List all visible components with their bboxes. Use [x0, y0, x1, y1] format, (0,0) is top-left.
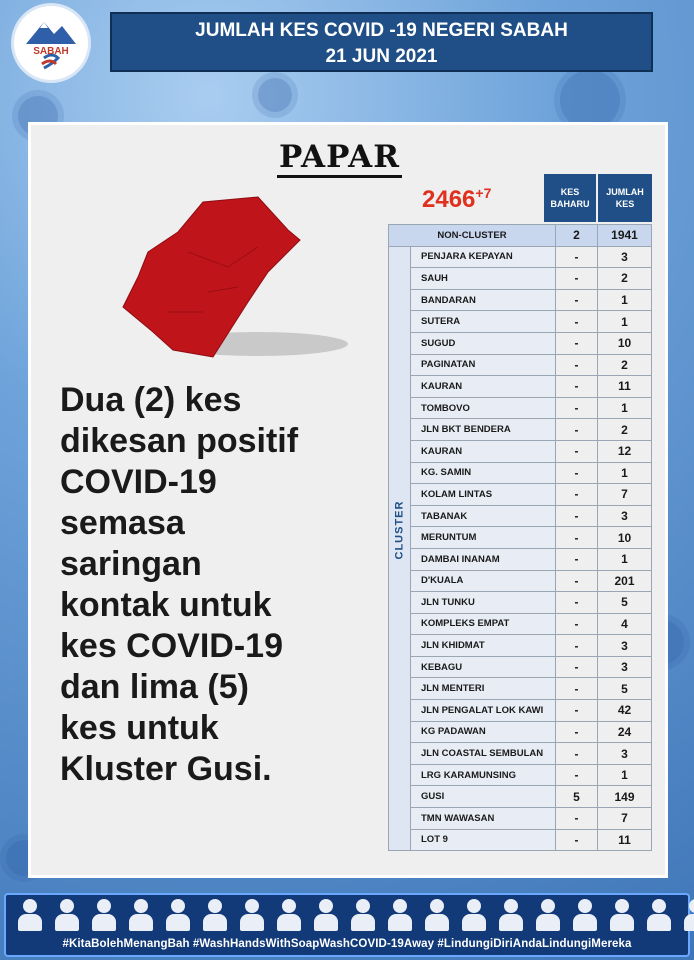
cluster-name: KAURAN — [411, 376, 556, 398]
cluster-new-cases: - — [556, 419, 598, 441]
table-row — [389, 311, 652, 333]
district-total — [422, 185, 491, 214]
cluster-new-cases: - — [556, 354, 598, 376]
cluster-new-cases: - — [556, 721, 598, 743]
table-row — [389, 289, 652, 311]
cluster-total-cases: 3 — [598, 246, 652, 268]
table-row — [389, 484, 652, 506]
cluster-name: SUTERA — [411, 311, 556, 333]
title-line-1: JUMLAH KES COVID -19 NEGERI SABAH — [195, 20, 568, 41]
logo-text: SABAH — [33, 46, 69, 57]
non-cluster-name: NON-CLUSTER — [389, 225, 556, 247]
table-row — [389, 721, 652, 743]
table-row — [389, 678, 652, 700]
cluster-new-cases: - — [556, 246, 598, 268]
cluster-name: JLN PENGALAT LOK KAWI — [411, 700, 556, 722]
cluster-new-cases: - — [556, 484, 598, 506]
cluster-name: JLN BKT BENDERA — [411, 419, 556, 441]
table-row — [389, 332, 652, 354]
table-row — [389, 656, 652, 678]
cluster-total-cases: 3 — [598, 635, 652, 657]
frontliner-figure-icon — [16, 899, 44, 931]
table-row — [389, 570, 652, 592]
cluster-total-cases: 11 — [598, 376, 652, 398]
table-row — [389, 397, 652, 419]
cluster-total-cases: 149 — [598, 786, 652, 808]
cluster-new-cases: - — [556, 311, 598, 333]
footer-hashtags: #KitaBolehMenangBah #WashHandsWithSoapWashCOVID-19Away #LindungiDiriAndaLindungiMereka — [62, 938, 632, 950]
column-header-total-label: JUMLAH KES — [606, 187, 644, 209]
cluster-name: PENJARA KEPAYAN — [411, 246, 556, 268]
frontliner-figure-icon — [571, 899, 599, 931]
cluster-name: LRG KARAMUNSING — [411, 764, 556, 786]
title-line-2: 21 JUN 2021 — [325, 46, 438, 67]
frontliner-figure-icon — [349, 899, 377, 931]
cluster-name: JLN KHIDMAT — [411, 635, 556, 657]
cluster-new-cases: - — [556, 505, 598, 527]
table-row — [389, 505, 652, 527]
cluster-total-cases: 10 — [598, 332, 652, 354]
mountain-logo-icon — [14, 6, 88, 80]
frontliner-figure-icon — [275, 899, 303, 931]
cluster-new-cases: - — [556, 397, 598, 419]
table-row — [389, 419, 652, 441]
table-row — [389, 635, 652, 657]
cases-table — [388, 224, 652, 851]
table-row — [389, 829, 652, 851]
frontliner-figure-icon — [534, 899, 562, 931]
cluster-name: KAURAN — [411, 440, 556, 462]
frontliner-figure-icon — [53, 899, 81, 931]
cluster-name: DAMBAI INANAM — [411, 548, 556, 570]
table-row — [389, 764, 652, 786]
cluster-total-cases: 1 — [598, 289, 652, 311]
cluster-new-cases: - — [556, 570, 598, 592]
cluster-name: PAGINATAN — [411, 354, 556, 376]
cluster-name: JLN MENTERI — [411, 678, 556, 700]
cluster-new-cases: - — [556, 527, 598, 549]
non-cluster-new: 2 — [556, 225, 598, 247]
frontliner-figure-icon — [312, 899, 340, 931]
cluster-name: KOLAM LINTAS — [411, 484, 556, 506]
cluster-total-cases: 7 — [598, 484, 652, 506]
cluster-total-cases: 2 — [598, 268, 652, 290]
cluster-total-cases: 3 — [598, 743, 652, 765]
frontliner-figure-icon — [127, 899, 155, 931]
cluster-new-cases: 5 — [556, 786, 598, 808]
cluster-label — [388, 470, 410, 590]
page-title — [110, 12, 653, 72]
cluster-total-cases: 4 — [598, 613, 652, 635]
cluster-total-cases: 1 — [598, 397, 652, 419]
cluster-name: D'KUALA — [411, 570, 556, 592]
frontliner-figure-icon — [608, 899, 636, 931]
cluster-new-cases: - — [556, 764, 598, 786]
cluster-new-cases: - — [556, 700, 598, 722]
cluster-new-cases: - — [556, 376, 598, 398]
virus-decoration — [560, 70, 620, 130]
table-row — [389, 527, 652, 549]
table-row — [389, 548, 652, 570]
table-row — [389, 354, 652, 376]
cluster-name: MERUNTUM — [411, 527, 556, 549]
cluster-total-cases: 5 — [598, 592, 652, 614]
cluster-name: KG. SAMIN — [411, 462, 556, 484]
table-row — [389, 440, 652, 462]
virus-decoration — [258, 78, 292, 112]
column-header-total — [598, 174, 652, 222]
cluster-total-cases: 2 — [598, 419, 652, 441]
case-description: Dua (2) kes dikesan positif COVID-19 semasa saringan kontak untuk kes COVID-19 dan lima (5) kes untuk Kluster Gusi. — [60, 381, 299, 788]
cluster-total-cases: 1 — [598, 764, 652, 786]
column-header-new-label: KES BAHARU — [550, 187, 590, 209]
cluster-total-cases: 1 — [598, 548, 652, 570]
cluster-total-cases: 11 — [598, 829, 652, 851]
cluster-label-text: CLUSTER — [393, 500, 406, 560]
cluster-name: SAUH — [411, 268, 556, 290]
cluster-new-cases: - — [556, 592, 598, 614]
frontliner-figures — [16, 899, 694, 931]
table-row — [389, 592, 652, 614]
cluster-new-cases: - — [556, 743, 598, 765]
cluster-new-cases: - — [556, 268, 598, 290]
cluster-total-cases: 3 — [598, 656, 652, 678]
cluster-new-cases: - — [556, 656, 598, 678]
cluster-new-cases: - — [556, 808, 598, 830]
frontliner-figure-icon — [201, 899, 229, 931]
cluster-name: TMN WAWASAN — [411, 808, 556, 830]
cluster-new-cases: - — [556, 635, 598, 657]
table-row — [389, 376, 652, 398]
district-name: PAPAR — [277, 139, 402, 178]
cluster-name: TOMBOVO — [411, 397, 556, 419]
cluster-name: BANDARAN — [411, 289, 556, 311]
cluster-total-cases: 10 — [598, 527, 652, 549]
total-new-cases: +7 — [475, 185, 492, 201]
cluster-name: TABANAK — [411, 505, 556, 527]
cluster-total-cases: 2 — [598, 354, 652, 376]
cluster-total-cases: 201 — [598, 570, 652, 592]
total-cases: 2466 — [422, 186, 476, 213]
frontliner-figure-icon — [90, 899, 118, 931]
cluster-new-cases: - — [556, 678, 598, 700]
table-row — [389, 246, 652, 268]
cluster-new-cases: - — [556, 829, 598, 851]
cluster-total-cases: 5 — [598, 678, 652, 700]
cluster-name: SUGUD — [411, 332, 556, 354]
cluster-name: KG PADAWAN — [411, 721, 556, 743]
table-row — [389, 786, 652, 808]
table-row — [389, 268, 652, 290]
cluster-new-cases: - — [556, 548, 598, 570]
cases-table-body — [389, 225, 652, 851]
cluster-total-cases: 1 — [598, 311, 652, 333]
cluster-total-cases: 3 — [598, 505, 652, 527]
cluster-new-cases: - — [556, 613, 598, 635]
non-cluster-row — [389, 225, 652, 247]
non-cluster-total: 1941 — [598, 225, 652, 247]
cluster-new-cases: - — [556, 462, 598, 484]
table-row — [389, 700, 652, 722]
cluster-total-cases: 7 — [598, 808, 652, 830]
cluster-name: JLN TUNKU — [411, 592, 556, 614]
cluster-name: KOMPLEKS EMPAT — [411, 613, 556, 635]
cluster-new-cases: - — [556, 440, 598, 462]
cluster-name: LOT 9 — [411, 829, 556, 851]
cluster-total-cases: 12 — [598, 440, 652, 462]
table-row — [389, 808, 652, 830]
cluster-total-cases: 24 — [598, 721, 652, 743]
frontliner-figure-icon — [423, 899, 451, 931]
cluster-new-cases: - — [556, 332, 598, 354]
frontliner-figure-icon — [645, 899, 673, 931]
frontliner-figure-icon — [238, 899, 266, 931]
frontliner-figure-icon — [386, 899, 414, 931]
frontliner-figure-icon — [497, 899, 525, 931]
cluster-total-cases: 1 — [598, 462, 652, 484]
cluster-total-cases: 42 — [598, 700, 652, 722]
district-map — [118, 192, 348, 367]
cluster-name: JLN COASTAL SEMBULAN — [411, 743, 556, 765]
frontliner-figure-icon — [164, 899, 192, 931]
cluster-name: KEBAGU — [411, 656, 556, 678]
frontliner-figure-icon — [460, 899, 488, 931]
sabah-health-logo — [14, 6, 88, 80]
column-header-new — [544, 174, 596, 222]
cluster-new-cases: - — [556, 289, 598, 311]
cluster-name: GUSI — [411, 786, 556, 808]
frontliner-figure-icon — [682, 899, 694, 931]
table-row — [389, 743, 652, 765]
table-row — [389, 462, 652, 484]
table-row — [389, 613, 652, 635]
